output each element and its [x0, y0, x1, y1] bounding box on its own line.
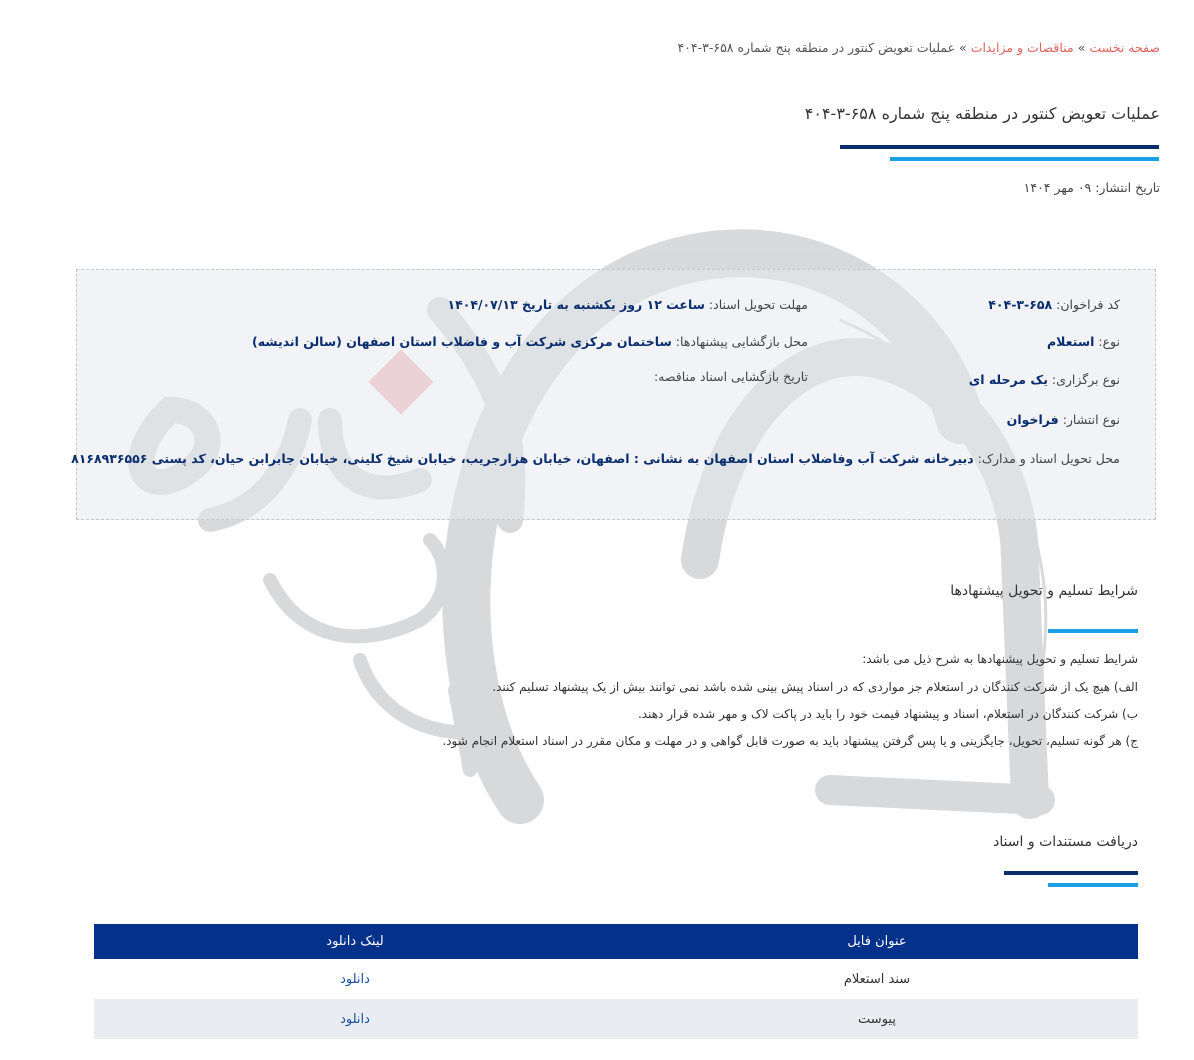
field-label: نوع: [1098, 334, 1120, 349]
terms-title-underline [1048, 629, 1138, 633]
field-publish-type [1007, 412, 1120, 427]
terms-section-title: شرایط تسلیم و تحویل پیشنهادها [950, 583, 1138, 599]
field-value: یک مرحله ای [968, 372, 1048, 387]
field-opening-date [654, 369, 808, 384]
field-label: نوع برگزاری: [1051, 372, 1120, 387]
tender-details-box [71, 269, 1156, 520]
download-cell [94, 959, 616, 999]
page-title: عملیات تعویض کنتور در منطقه پنج شماره ۶۵۸-۳-۴۰۴ [804, 104, 1160, 123]
table-row [94, 999, 1138, 1039]
field-value: ساختمان مرکزی شرکت آب و فاضلاب استان اصفهان (سالن اندیشه) [251, 334, 672, 349]
field-deadline [447, 297, 808, 312]
field-value: ۶۵۸-۳-۴۰۴ [988, 297, 1053, 312]
publish-date: تاریخ انتشار: ۰۹ مهر ۱۴۰۴ [1023, 180, 1160, 195]
field-value: دبیرخانه شرکت آب وفاضلاب استان اصفهان به نشانی : اصفهان، خیابان هزارجریب، خیابان شیخ کلینی، خیابان جابرابن حیان، کد پستی ۸۱۶۸۹۳۶۵۵۶ [71, 451, 974, 466]
terms-line: الف) هیچ یک از شرکت کنندگان در استعلام جز مواردی که در اسناد پیش بینی شده باشد نمی توانند بیش از یک پیشنهاد تسلیم کنند. [492, 680, 1138, 694]
download-link[interactable]: دانلود [340, 1011, 370, 1027]
field-value: استعلام [1047, 334, 1095, 349]
table-header-row [94, 924, 1138, 959]
field-label: تاریخ بازگشایی اسناد مناقصه: [653, 369, 808, 384]
field-label: نوع انتشار: [1062, 412, 1120, 427]
column-header-download-link: لینک دانلود [94, 924, 616, 959]
field-value: فراخوان [1006, 412, 1059, 427]
field-value: ساعت ۱۲ روز یکشنبه به تاریخ ۱۴۰۴/۰۷/۱۳ [447, 297, 705, 312]
file-title-cell: سند استعلام [843, 971, 911, 987]
field-holding-type [969, 372, 1120, 387]
field-label: کد فراخوان: [1056, 297, 1120, 312]
column-header-file-title: عنوان فایل [616, 924, 1138, 959]
terms-line: ج) هر گونه تسلیم، تحویل، جایگزینی و یا پس گرفتن پیشنهاد باید به صورت قابل گواهی و در مهلت و مکان مقرر در اسناد استعلام انجام شود. [442, 734, 1138, 748]
breadcrumb-home-link[interactable]: صفحه نخست [1089, 40, 1160, 55]
field-opening-place [252, 334, 808, 349]
documents-table [94, 924, 1138, 1039]
title-underline-dark [840, 145, 1159, 149]
documents-title-underline-dark [1004, 871, 1138, 875]
terms-line: ب) شرکت کنندگان در استعلام، اسناد و پیشنهاد قیمت خود را باید در پاکت لاک و مهر شده قرار دهند. [637, 707, 1138, 721]
download-cell [94, 999, 616, 1039]
field-label: مهلت تحویل اسناد: [708, 297, 808, 312]
breadcrumb [677, 40, 1160, 55]
breadcrumb-separator: » [959, 40, 967, 55]
field-label: محل تحویل اسناد و مدارک: [977, 451, 1120, 466]
table-row [94, 959, 1138, 999]
file-title-cell: پیوست [616, 999, 1138, 1039]
breadcrumb-separator: » [1077, 40, 1086, 55]
title-underline-light [890, 157, 1159, 161]
download-link[interactable]: دانلود [340, 971, 370, 987]
documents-section-title: دریافت مستندات و اسناد [993, 834, 1138, 850]
field-doc-delivery-place [71, 451, 1120, 466]
terms-line: شرایط تسلیم و تحویل پیشنهادها به شرح ذیل می باشد: [862, 652, 1138, 666]
documents-title-underline-light [1048, 883, 1138, 887]
field-label: محل بازگشایی پیشنهادها: [675, 334, 808, 349]
breadcrumb-current: عملیات تعویض کنتور در منطقه پنج شماره ۶۵۸-۳-۴۰۴ [677, 40, 956, 55]
field-type [1047, 334, 1120, 349]
field-tender-code [988, 297, 1120, 312]
breadcrumb-category-link[interactable]: مناقصات و مزایدات [970, 40, 1074, 55]
